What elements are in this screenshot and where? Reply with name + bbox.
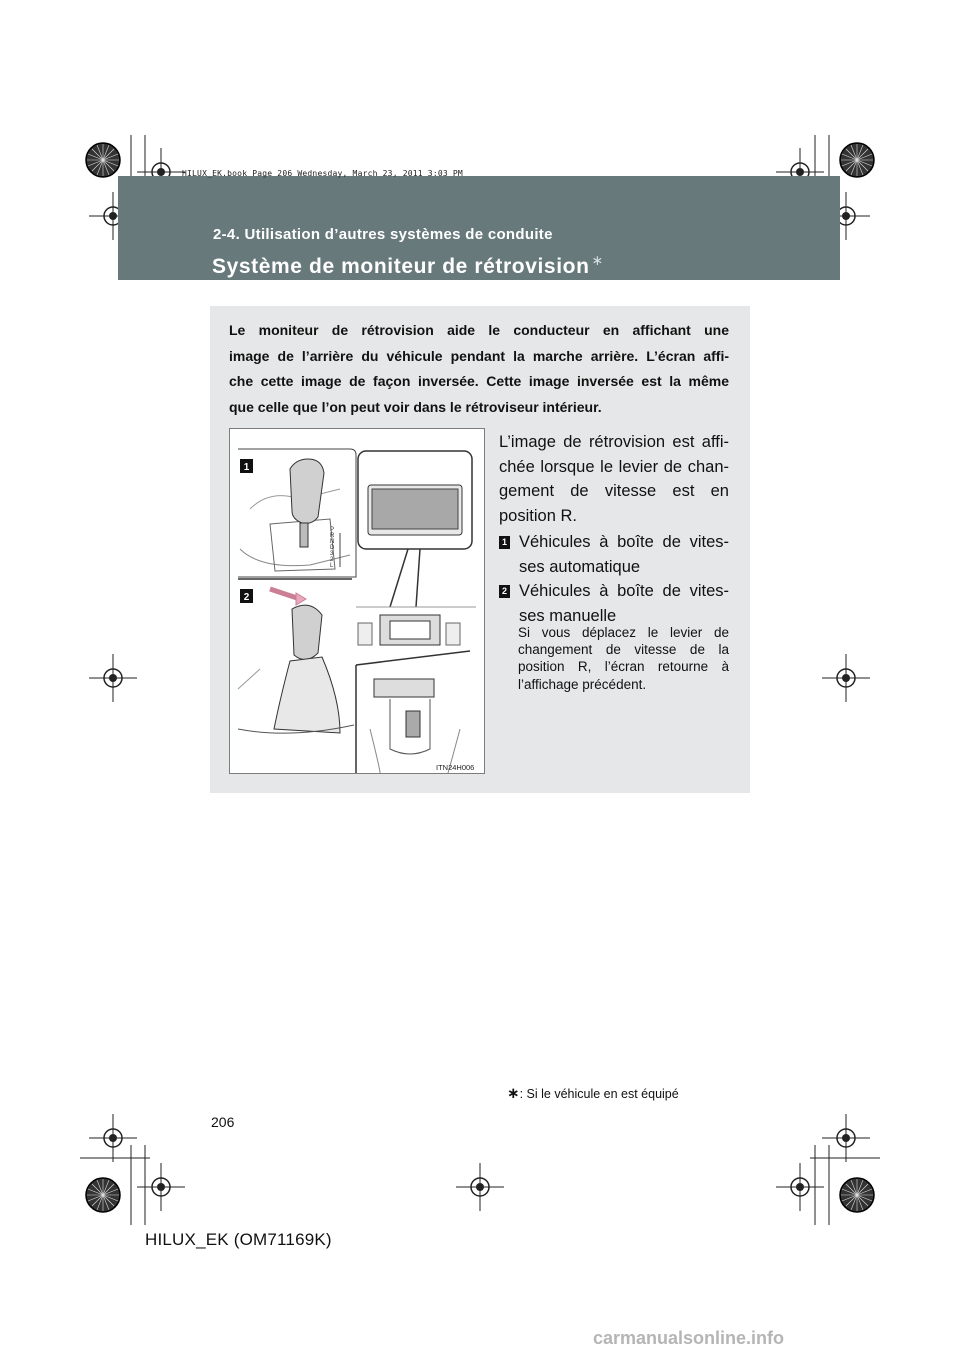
intro-paragraph <box>229 318 729 420</box>
figure-code: ITN24H006 <box>436 763 475 772</box>
page-title <box>212 252 604 279</box>
book-metadata: HILUX_EK.book Page 206 Wednesday, March 23, 2011 3:03 PM <box>182 169 463 178</box>
item-line: ses automatique <box>519 557 641 576</box>
note-line: position R, l’écran retourne à <box>518 659 729 675</box>
intro-line: Le moniteur de rétrovision aide le conducteur en affichant une <box>229 322 729 338</box>
model-code: HILUX_EK (OM71169K) <box>145 1230 332 1249</box>
item-number-1: 1 <box>499 536 510 549</box>
note-line: Si vous déplacez le levier de <box>518 625 729 640</box>
footnote <box>507 1084 679 1102</box>
page-number: 206 <box>211 1114 235 1130</box>
section-heading: 2-4. Utilisation d’autres systèmes de conduite <box>213 226 553 243</box>
list-item-automatic <box>499 530 729 579</box>
description-paragraph <box>499 430 729 528</box>
note-line: l’affichage précédent. <box>518 676 647 692</box>
item-number-2: 2 <box>499 585 510 598</box>
illustration-figure <box>229 428 485 774</box>
note-paragraph <box>518 624 729 693</box>
optional-equipment-mark: ∗ <box>591 252 604 268</box>
shift-position-label: L <box>330 563 334 569</box>
gear-lever-and-monitor-illustration <box>230 429 484 773</box>
note-line: changement de vitesse de la <box>518 642 729 658</box>
footnote-text: : Si le véhicule en est équipé <box>519 1087 679 1101</box>
shift-position-label: P <box>330 527 335 533</box>
watermark: carmanualsonline.info <box>593 1328 785 1348</box>
description-line: position R. <box>499 506 577 525</box>
shift-position-label: N <box>330 539 335 545</box>
description-line: gement de vitesse est en <box>499 482 729 501</box>
page-title-text: Système de moniteur de rétrovision <box>212 255 590 278</box>
item-line: Véhicules à boîte de vites- <box>519 582 729 600</box>
shift-position-label: 2 <box>330 557 334 563</box>
shift-position-label: R <box>330 533 335 539</box>
intro-line: image de l’arrière du véhicule pendant la marche arrière. L’écran affi- <box>229 347 729 364</box>
intro-line: che cette image de façon inversée. Cette image inversée est la même <box>229 373 729 389</box>
intro-line: que celle que l’on peut voir dans le rétroviseur intérieur. <box>229 398 602 415</box>
item-line: Véhicules à boîte de vites- <box>519 533 729 551</box>
shift-position-label: 3 <box>330 551 334 557</box>
item-line: ses manuelle <box>519 606 617 625</box>
callout-2-label: 2 <box>243 592 250 603</box>
description-line: L’image de rétrovision est affi- <box>499 433 729 451</box>
list-item-manual <box>499 579 729 628</box>
description-line: chée lorsque le levier de chan- <box>499 457 729 476</box>
shift-position-label: D <box>330 545 335 551</box>
footnote-star: ∗ <box>507 1085 520 1102</box>
callout-1-label: 1 <box>243 462 250 473</box>
